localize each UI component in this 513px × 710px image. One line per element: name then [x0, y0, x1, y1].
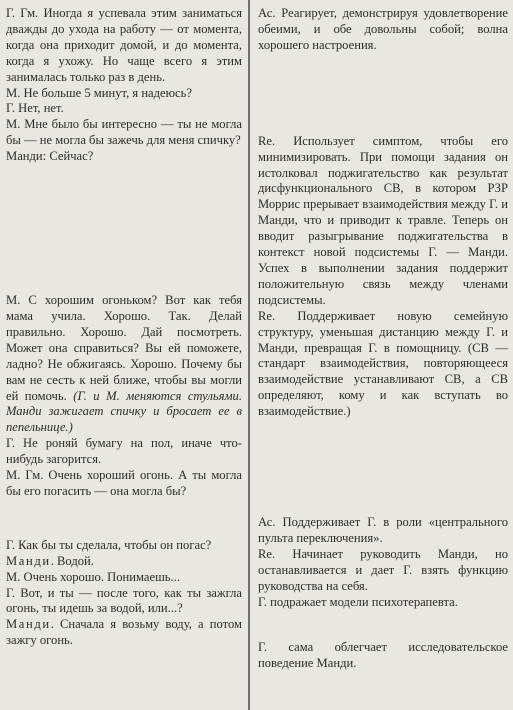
- dialogue-line: Г. Не роняй бумагу на пол, иначе что-нибудь загорится.: [6, 436, 242, 467]
- commentary-note: Re. Начинает руководить Манди, но останавливается и дает Г. взять функцию руководства на себя.: [258, 546, 508, 593]
- commentary-note: Ас. Реагирует, демонстрируя удовлетворение обеими, и обе довольны собой; волна хорошего настроения.: [258, 6, 508, 52]
- dialogue-text: . Водой.: [50, 553, 94, 568]
- dialogue-text: . Сначала я возьму воду, а потом зажгу огонь.: [6, 617, 242, 648]
- dialogue-line: Г. Нет, нет.: [6, 101, 64, 116]
- dialogue-line: [6, 617, 242, 649]
- dialogue-line: М. Не больше 5 минут, я надеюсь?: [6, 85, 192, 100]
- commentary-note: Re. Поддерживает новую семейную структуру, уменьшая дистанцию между Г. и Манди, превращая Г. в помощницу. (СВ — стандарт взаимодействия, повторяющееся взаимодействие устанавливают СВ, а СВ определяют, кому и как вступать во взаимодействие.): [258, 308, 508, 419]
- commentary-note: Г. сама облегчает исследовательское поведение Манди.: [258, 640, 508, 671]
- dialogue-line: М. Гм. Очень хороший огонь. А ты могла бы его погасить — она могла бы?: [6, 468, 242, 498]
- stage-direction: (Г. и М. меняются стульями. Манди зажигает спичку и бросает ее в пепельнице.): [6, 388, 242, 435]
- commentary-column: [258, 6, 508, 672]
- dialogue-column: [6, 6, 242, 649]
- commentary-note: Re. Использует симптом, чтобы его минимизировать. При помощи задания он истолковал поджигательство как результат дисфункционального СВ, в котором РЗР Моррис прерывает взаимодействия между Г. и Манди, что и приводит к травле. Теперь он вводит разыгрывание поджигательства в контекст новой подсистемы Г. — Манди. Успех в выполнении задания поддержит положительную связь между членами подсистемы.: [258, 133, 508, 307]
- dialogue-line: М. Очень хорошо. Понимаешь...: [6, 569, 180, 584]
- commentary-note: Ас. Поддерживает Г. в роли «центрального пульта переключения».: [258, 515, 508, 545]
- dialogue-text: М. С хорошим огоньком? Вот как тебя мама учила. Хорошо. Так. Делай правильно. Хорошо. Дай посмотреть. Может она справиться? Вы ей поможете, ладно? Не обжигаясь. Хорошо. Почему бы вам не сесть к ней ближе, чтобы вы могли ей помочь.: [6, 293, 242, 403]
- speaker-name: Манди: [6, 553, 51, 568]
- speaker-name: Манди: [6, 617, 51, 632]
- dialogue-line: Манди: Сейчас?: [6, 149, 94, 164]
- dialogue-line: [6, 293, 242, 436]
- dialogue-line: Г. Гм. Иногда я успевала этим заниматься дважды до ухода на работу — от момента, когда она приходит домой, и до момента, когда я ухожу. Но чаще всего я этим занималась только раз в день.: [6, 6, 242, 84]
- column-divider: [248, 0, 250, 710]
- dialogue-line: М. Мне было бы интересно — ты не могла бы — не могла бы зажечь для меня спичку?: [6, 117, 242, 148]
- dialogue-line: Г. Вот, и ты — после того, как ты зажгла огонь, ты идешь за водой, или...?: [6, 585, 242, 616]
- dialogue-line: [6, 554, 242, 570]
- commentary-note: Г. подражает модели психотерапевта.: [258, 594, 458, 609]
- dialogue-line: Г. Как бы ты сделала, чтобы он погас?: [6, 537, 212, 552]
